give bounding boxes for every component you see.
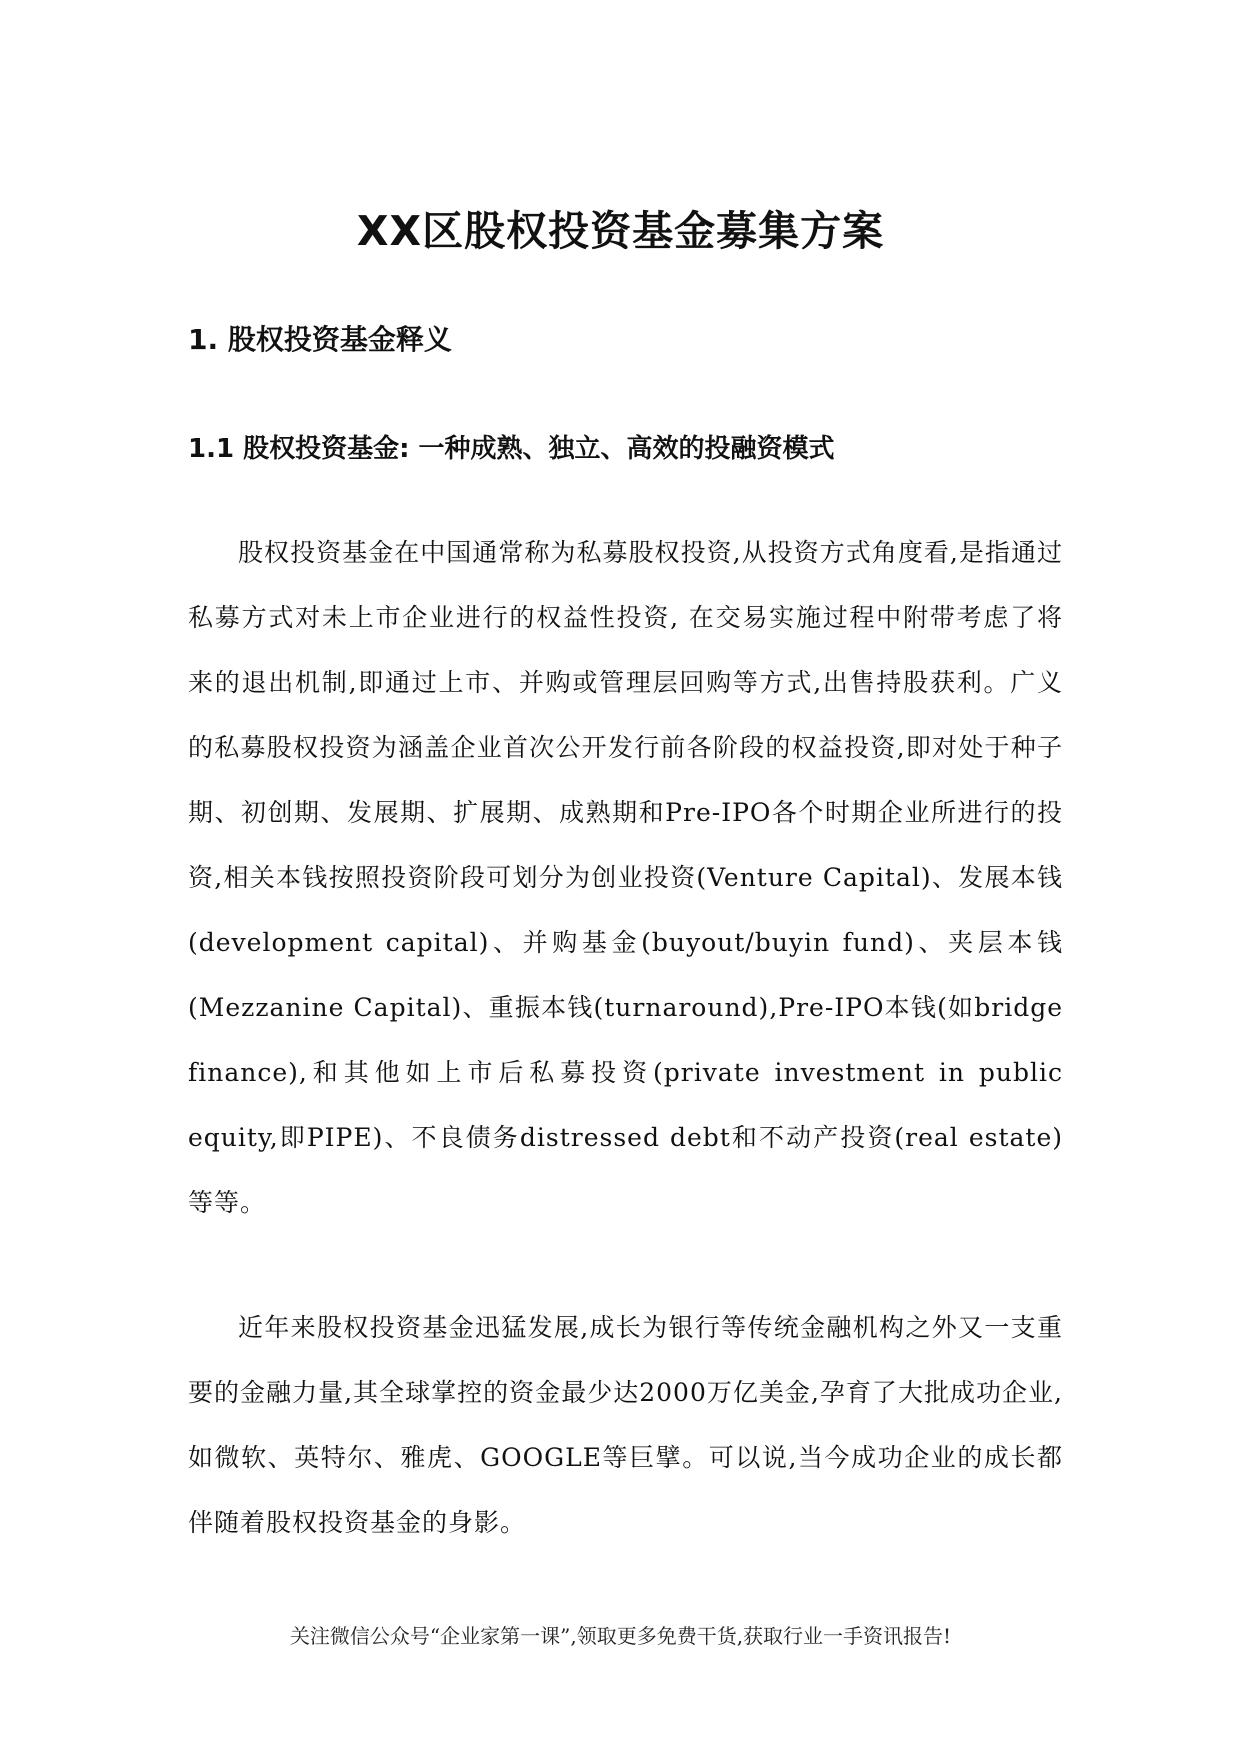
subsection-heading: 1.1 股权投资基金: 一种成熟、独立、高效的投融资模式 bbox=[188, 434, 835, 464]
body-paragraph: 股权投资基金在中国通常称为私募股权投资,从投资方式角度看,是指通过私募方式对未上市企业进行的权益性投资, 在交易实施过程中附带考虑了将来的退出机制,即通过上市、并购或管理层回购等方式,出售持股获利。广义的私募股权投资为涵盖企业首次公开发行前各阶段的权益投资,即对处于种子期、初创期、发展期、扩展期、成熟期和Pre-IPO各个时期企业所进行的投资,相关本钱按照投资阶段可划分为创业投资(Venture Capital)、发展本钱(development capital)、并购基金(buyout/buyin fund)、夹层本钱(Mezzanine Capital)、重振本钱(turnaround),Pre-IPO本钱(如bridge finance),和其他如上市后私募投资(private investment in public equity,即PIPE)、不良债务distressed debt和不动产投资(real estate)等等。 bbox=[188, 538, 1063, 1217]
document-title: XX区股权投资基金募集方案 bbox=[356, 207, 885, 255]
body-paragraph: 近年来股权投资基金迅猛发展,成长为银行等传统金融机构之外又一支重要的金融力量,其全球掌控的资金最少达2000万亿美金,孕育了大批成功企业,如微软、英特尔、雅虎、GOOGLE等巨擘。可以说,当今成功企业的成长都伴随着股权投资基金的身影。 bbox=[188, 1313, 1063, 1537]
section-heading: 1. 股权投资基金释义 bbox=[188, 323, 452, 356]
page-footer: 关注微信公众号“企业家第一课”,领取更多免费干货,获取行业一手资讯报告! bbox=[289, 1624, 952, 1648]
body-paragraph-2-container bbox=[188, 1295, 1063, 1555]
body-paragraph-1-container bbox=[188, 520, 1063, 1235]
